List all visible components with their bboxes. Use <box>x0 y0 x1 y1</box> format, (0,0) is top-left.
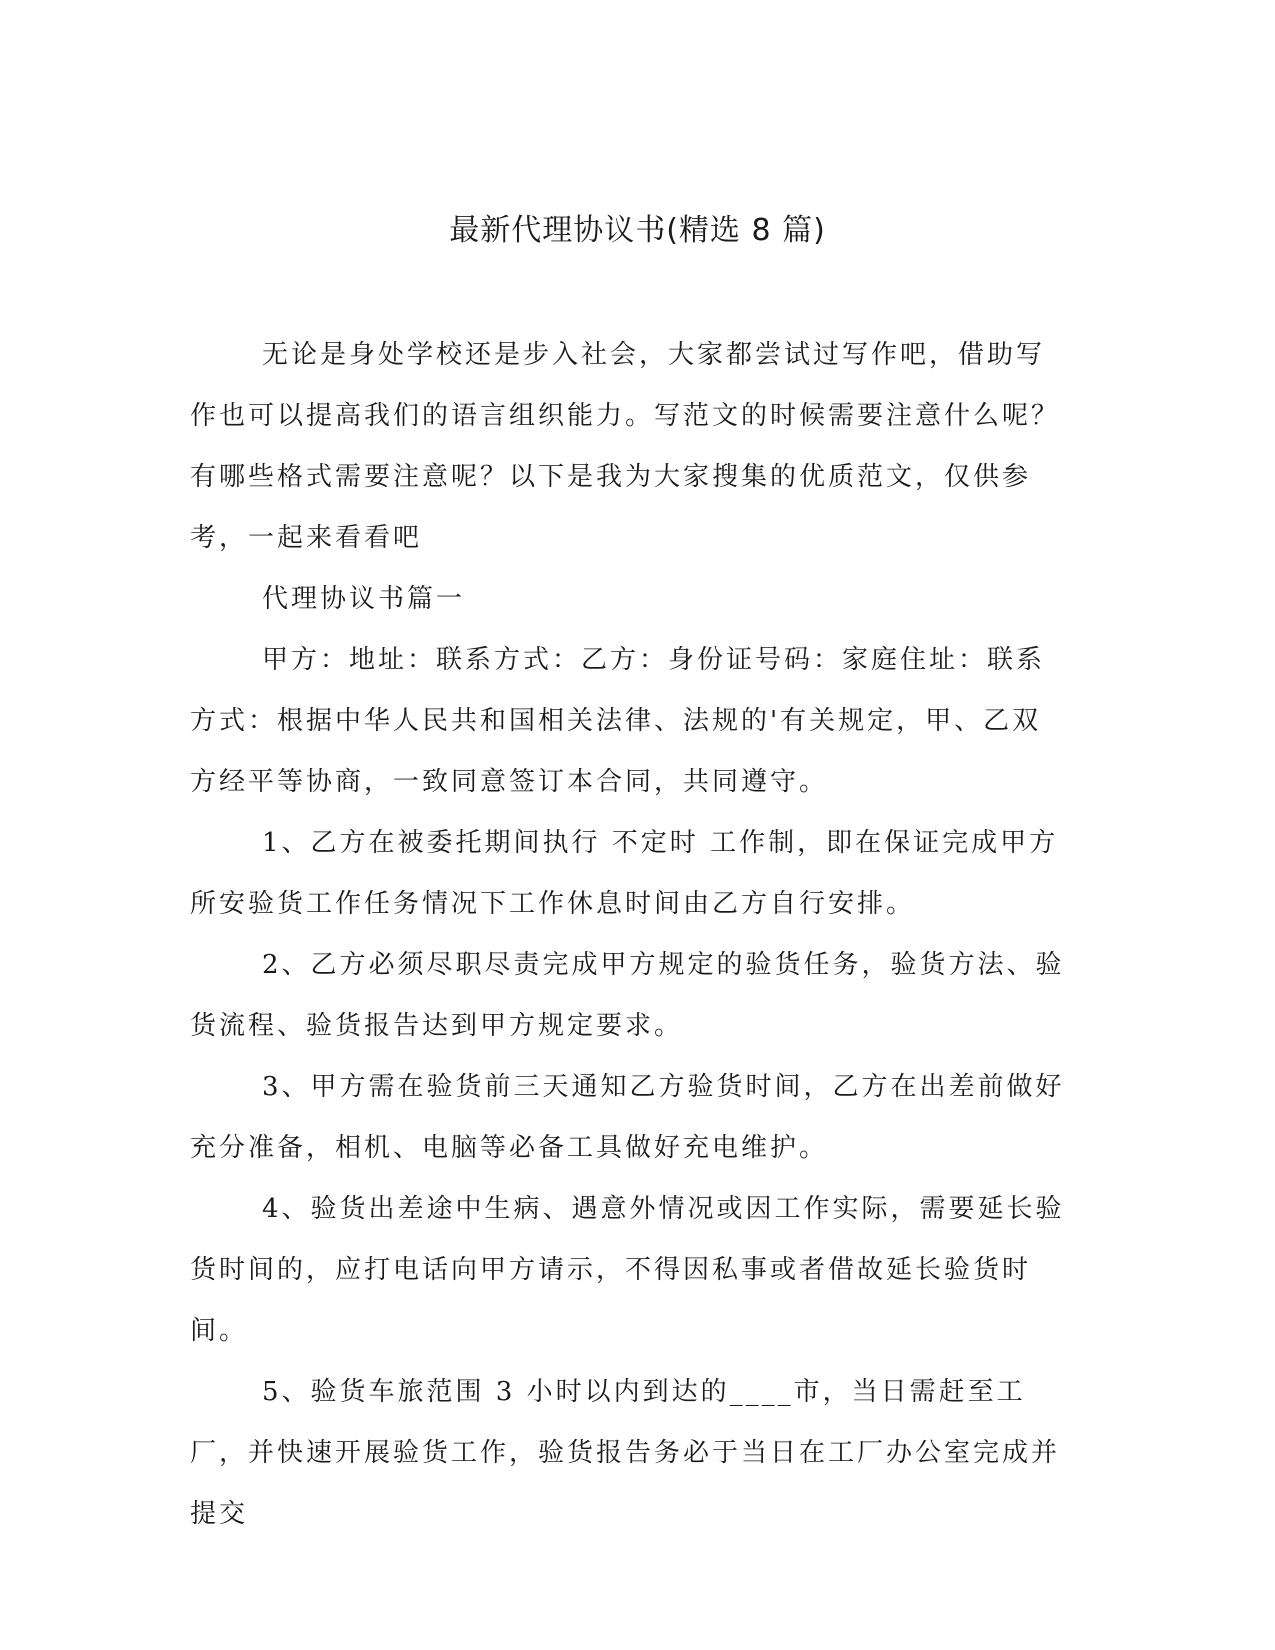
clause-1: 1、乙方在被委托期间执行 不定时 工作制，即在保证完成甲方所安验货工作任务情况下工作休息时间由乙方自行安排。 <box>190 828 1059 919</box>
intro-paragraph: 无论是身处学校还是步入社会，大家都尝试过写作吧，借助写作也可以提高我们的语言组织能力。写范文的时候需要注意什么呢？有哪些格式需要注意呢？以下是我为大家搜集的优质范文，仅供参考，一起来看看吧 <box>190 340 1061 553</box>
document-body <box>190 325 1070 1545</box>
clause-2: 2、乙方必须尽职尽责完成甲方规定的验货任务，验货方法、验货流程、验货报告达到甲方规定要求。 <box>190 950 1065 1041</box>
clause-5: 5、验货车旅范围 3 小时以内到达的____市，当日需赶至工厂，并快速开展验货工作，验货报告务必于当日在工厂办公室完成并提交 <box>190 1377 1061 1529</box>
clause-3: 3、甲方需在验货前三天通知乙方验货时间，乙方在出差前做好充分准备，相机、电脑等必备工具做好充电维护。 <box>190 1072 1065 1163</box>
parties-paragraph: 甲方：地址：联系方式：乙方：身份证号码：家庭住址：联系方式：根据中华人民共和国相关法律、法规的'有关规定，甲、乙双方经平等协商，一致同意签订本合同，共同遵守。 <box>190 645 1046 797</box>
clause-4: 4、验货出差途中生病、遇意外情况或因工作实际，需要延长验货时间的，应打电话向甲方请示，不得因私事或者借故延长验货时间。 <box>190 1194 1065 1346</box>
document-title: 最新代理协议书(精选 8 篇) <box>449 213 826 248</box>
section-heading: 代理协议书篇一 <box>262 584 466 614</box>
